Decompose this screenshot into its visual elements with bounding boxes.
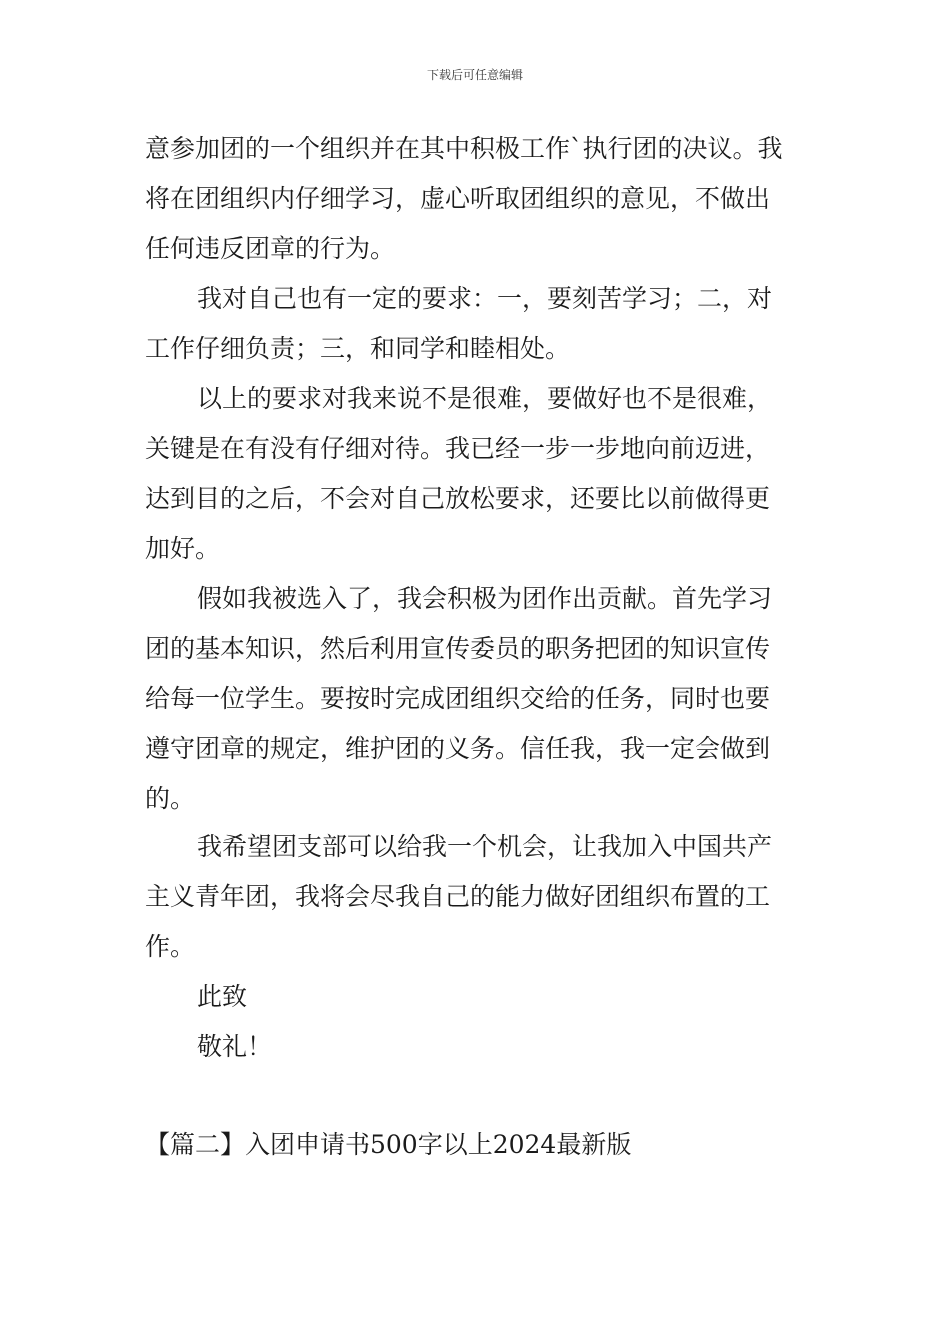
text-line: 任何违反团章的行为。 [145, 234, 396, 263]
text-line: 团的基本知识，然后利用宣传委员的职务把团的知识宣传 [145, 634, 771, 663]
text-line: 的。 [145, 784, 196, 813]
header-note: 下载后可任意编辑 [426, 68, 523, 82]
closing-line: 此致 [197, 982, 248, 1011]
text-line: 我希望团支部可以给我一个机会，让我加入中国共产 [197, 832, 773, 861]
text-line: 工作仔细负责；三，和同学和睦相处。 [145, 334, 571, 363]
text-line: 假如我被选入了，我会积极为团作出贡献。首先学习 [197, 584, 773, 613]
text-line: 作。 [145, 932, 196, 961]
text-line: 加好。 [145, 534, 221, 563]
text-line: 给每一位学生。要按时完成团组织交给的任务，同时也要 [145, 684, 771, 713]
text-line: 遵守团章的规定，维护团的义务。信任我，我一定会做到 [145, 734, 771, 763]
text-line: 意参加团的一个组织并在其中积极工作`执行团的决议。我 [145, 134, 783, 163]
text-line: 达到目的之后，不会对自己放松要求，还要比以前做得更 [145, 484, 771, 513]
text-line: 主义青年团，我将会尽我自己的能力做好团组织布置的工 [145, 882, 771, 911]
text-line: 以上的要求对我来说不是很难，要做好也不是很难， [197, 384, 773, 413]
text-line: 关键是在有没有仔细对待。我已经一步一步地向前迈进， [145, 434, 771, 463]
text-line: 将在团组织内仔细学习，虚心听取团组织的意见，不做出 [145, 184, 771, 213]
section-heading: 【篇二】入团申请书500字以上2024最新版 [145, 1130, 632, 1159]
text-line: 我对自己也有一定的要求：一，要刻苦学习；二，对 [197, 284, 773, 313]
closing-line: 敬礼！ [197, 1032, 273, 1061]
